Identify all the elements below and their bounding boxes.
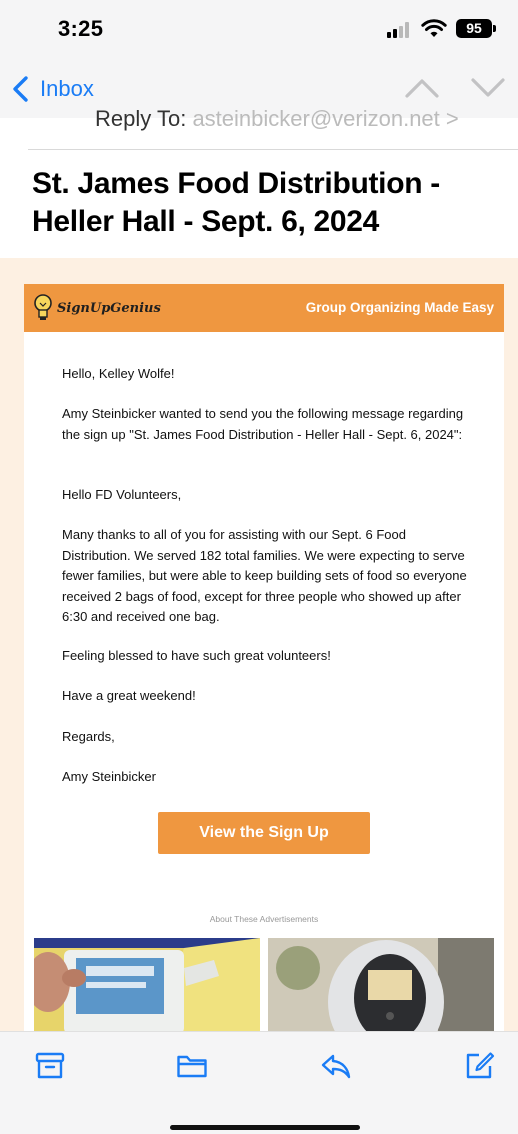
brand-name: SignUpGenius [57, 300, 161, 316]
home-indicator[interactable] [170, 1125, 360, 1130]
wifi-icon [421, 18, 447, 38]
archive-icon[interactable] [34, 1050, 66, 1082]
reply-icon[interactable] [320, 1050, 352, 1082]
status-bar [0, 0, 518, 60]
intro-paragraph: Amy Steinbicker wanted to send you the following message regarding the sign up "St. James Food Distribution - Heller Hall - Sept. 6, 2024": [62, 406, 464, 442]
salutation: Hello FD Volunteers, [62, 487, 182, 502]
bottom-toolbar [0, 1031, 518, 1134]
reply-to[interactable] [95, 108, 495, 132]
advertisement-image[interactable] [34, 938, 260, 1034]
signupgenius-logo[interactable] [34, 293, 161, 323]
cellular-signal-icon [387, 22, 413, 38]
signature: Amy Steinbicker [62, 769, 156, 784]
battery-icon: 95 [456, 19, 492, 38]
battery-tip [493, 25, 496, 32]
blessed-line: Feeling blessed to have such great volunteers! [62, 648, 331, 663]
weekend-line: Have a great weekend! [62, 688, 196, 703]
view-signup-button[interactable]: View the Sign Up [158, 812, 370, 854]
ads-label[interactable]: About These Advertisements [209, 914, 319, 924]
email-subject: St. James Food Distribution - Heller Hall - Sept. 6, 2024 [32, 167, 440, 238]
email-card [24, 284, 504, 1044]
reply-to-address[interactable]: asteinbicker@verizon.net > [192, 108, 459, 131]
back-label: Inbox [40, 76, 94, 101]
brand-header [24, 284, 504, 332]
regards-line: Regards, [62, 729, 115, 744]
ad-smart-device-image [268, 938, 494, 1034]
advertisement-image[interactable] [268, 938, 494, 1034]
previous-message-icon[interactable] [404, 74, 440, 102]
greeting: Hello, Kelley Wolfe! [62, 366, 175, 381]
body-paragraph: Many thanks to all of you for assisting with our Sept. 6 Food Distribution. We served 182 total families. We were expecting to serve fewer families, but were able to keep building sets of food so everyone received 2 bags of food, except for three people who showed up after 6:30 and received one bag. [62, 527, 467, 624]
chevron-left-icon [10, 75, 32, 103]
next-message-icon[interactable] [470, 74, 506, 102]
ad-cleaner-bottle-image [34, 938, 260, 1034]
inbox-back-button[interactable] [10, 74, 94, 104]
compose-icon[interactable] [463, 1050, 495, 1082]
status-time: 3:25 [58, 16, 104, 41]
folder-icon[interactable] [176, 1050, 208, 1082]
header-divider [28, 149, 518, 150]
brand-tagline: Group Organizing Made Easy [305, 300, 494, 315]
reply-to-label: Reply To: [95, 108, 187, 131]
lightbulb-icon [34, 293, 54, 323]
